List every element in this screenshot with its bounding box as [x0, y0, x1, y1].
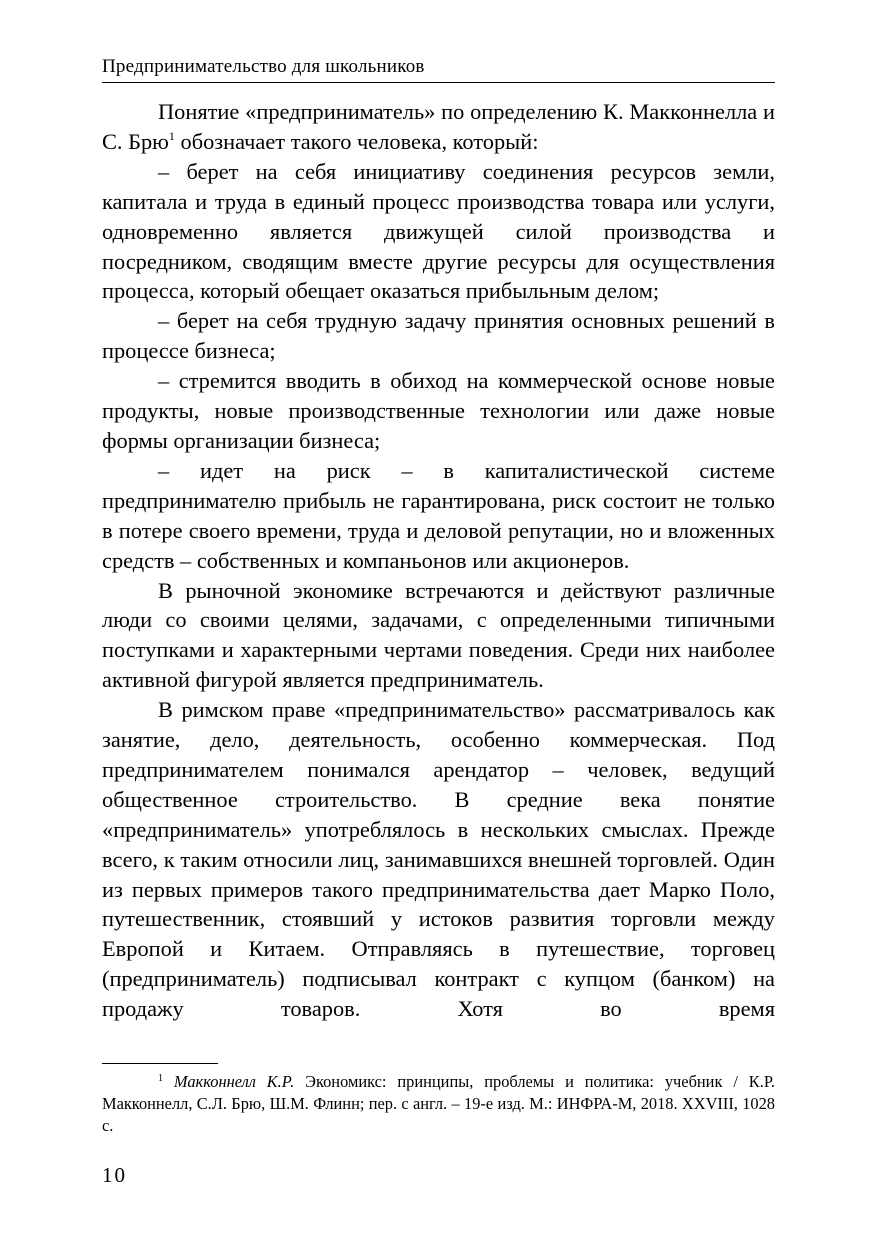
paragraph-text: обозначает такого человека, который: — [174, 128, 539, 154]
page-number: 10 — [102, 1163, 127, 1187]
paragraph-definition-intro — [102, 97, 775, 157]
footnote-reference[interactable]: 1 — [168, 128, 175, 143]
paragraph-item-risk: – идет на риск – в капиталистической системе предпринимателю прибыль не гарантирована, риск состоит не только в потере своего времени, труда и деловой репутации, но и вложенных средств – собственных и компаньонов или акционеров. — [102, 457, 775, 573]
paragraph-roman-law: В римском праве «предпринимательство» рассматривалось как занятие, дело, деятельность, особенно коммерческая. Под предпринимателем понимался арендатор – человек, ведущий общественное строительство. В средние века понятие «предприниматель» употреблялось в нескольких смыслах. Прежде всего, к таким относили лиц, занимавшихся внешней торговлей. Один из первых примеров такого предпринимательства дает Марко Поло, путешественник, стоявший у истоков развития торговли между Европой и Китаем. Отправляясь в путешествие, торговец (предприниматель) подписывал контракт с купцом (банком) на продажу товаров. Хотя во время — [102, 697, 775, 1022]
footnote-text: Экономикс: принципы, проблемы и политика: учебник / К.Р. Макконнелл, С.Л. Брю, Ш.М. Флинн; пер. с англ. – 19-е изд. М.: ИНФРА-М, 2018. XXVIII, 1028 с. — [102, 1072, 775, 1135]
main-text — [102, 97, 775, 1024]
book-page — [102, 0, 775, 1240]
paragraph-item-decisions: – берет на себя трудную задачу принятия основных решений в процессе бизнеса; — [102, 308, 775, 364]
paragraph-item-initiative: – берет на себя инициативу соединения ресурсов земли, капитала и труда в единый процесс производства товара или услуги, одновременно является движущей силой производства и посредником, сводящим вместе другие ресурсы для осуществления процесса, который обещает оказаться прибыльным делом; — [102, 158, 775, 304]
header-rule — [102, 82, 775, 83]
footnote-marker: 1 — [158, 1073, 163, 1084]
paragraph-item-innovation: – стремится вводить в обиход на коммерческой основе новые продукты, новые производственные технологии или даже новые формы организации бизнеса; — [102, 368, 775, 453]
footnote-author: Макконнелл К.Р. — [173, 1072, 295, 1091]
paragraph-text: Понятие «предприниматель» по определению К. Макконнелла и С. Брю — [102, 99, 775, 154]
running-header: Предпринимательство для школьников — [102, 56, 425, 77]
footnote-rule — [102, 1063, 218, 1064]
paragraph-market-economy: В рыночной экономике встречаются и действуют различные люди со своими целями, задачами, с определенными типичными поступками и характерными чертами поведения. Среди них наиболее активной фигурой является предприниматель. — [102, 577, 775, 693]
footnote — [102, 1071, 775, 1137]
